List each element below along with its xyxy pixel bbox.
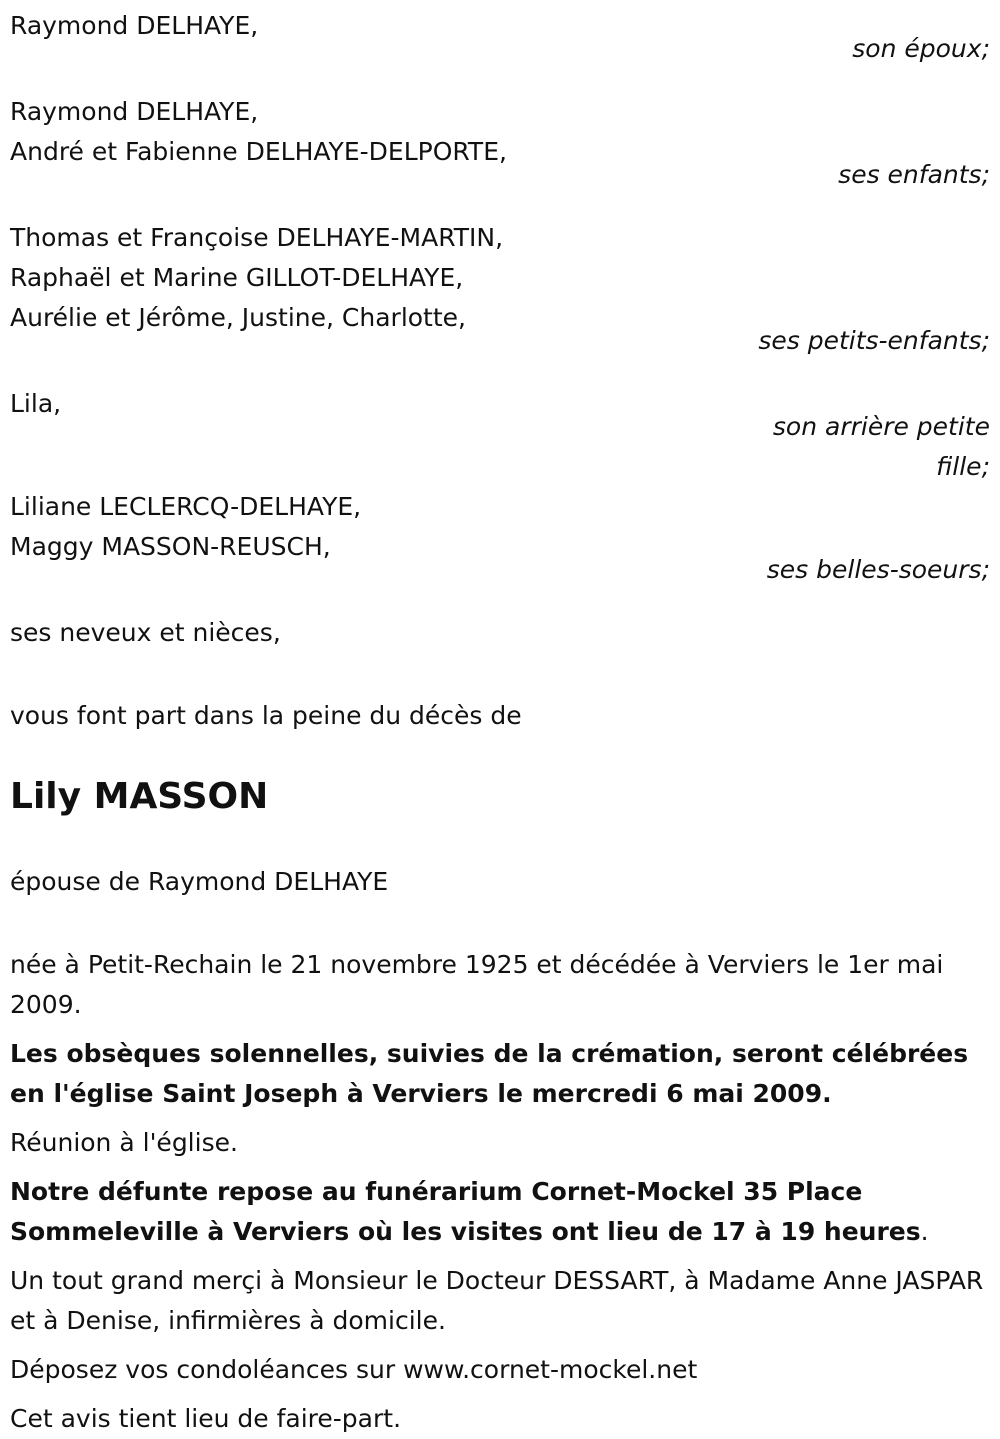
obituary-notice bbox=[10, 6, 990, 1439]
family-role: son arrière petite fille; bbox=[772, 412, 990, 481]
family-name-line: Raymond DELHAYE, bbox=[10, 11, 259, 40]
great-grandchild-group bbox=[10, 384, 990, 487]
family-name-line: Liliane LECLERCQ-DELHAYE, bbox=[10, 492, 362, 521]
birth-death-text: née à Petit-Rechain le 21 novembre 1925 et décédée à Verviers le 1er mai 2009. bbox=[10, 950, 944, 1019]
spouse-group bbox=[10, 6, 990, 69]
notice-text: Cet avis tient lieu de faire-part. bbox=[10, 1404, 402, 1433]
family-name-line: Maggy MASSON-REUSCH, bbox=[10, 532, 331, 561]
grandchildren-group bbox=[10, 218, 990, 361]
family-role: ses petits-enfants; bbox=[758, 326, 990, 355]
family-name-line: Lila, bbox=[10, 389, 62, 418]
rest-paragraph bbox=[10, 1172, 990, 1252]
family-name-line: André et Fabienne DELHAYE-DELPORTE, bbox=[10, 137, 507, 166]
family-role: son époux; bbox=[852, 34, 990, 63]
rest-end: . bbox=[920, 1217, 929, 1246]
condolences-text: Déposez vos condoléances sur www.cornet-mockel.net bbox=[10, 1355, 698, 1384]
spouse-line: épouse de Raymond DELHAYE bbox=[10, 867, 389, 896]
thanks-text: Un tout grand merçi à Monsieur le Docteur DESSART, à Madame Anne JASPAR et à Denise, infirmières à domicile. bbox=[10, 1266, 984, 1335]
funeral-text: Les obsèques solennelles, suivies de la crémation, seront célébrées en l'église Saint Joseph à Verviers le mercredi 6 mai 2009. bbox=[10, 1039, 969, 1108]
family-name-line: Raphaël et Marine GILLOT-DELHAYE, bbox=[10, 263, 464, 292]
announcement-line: vous font part dans la peine du décès de bbox=[10, 701, 522, 730]
nephews-line: ses neveux et nièces, bbox=[10, 618, 281, 647]
deceased-name: Lily MASSON bbox=[10, 776, 269, 817]
sisters-in-law-group bbox=[10, 487, 990, 590]
rest-text: Notre défunte repose au funérarium Cornet-Mockel 35 Place Sommeleville à Verviers où les visites ont lieu de 17 à 19 heures bbox=[10, 1177, 921, 1246]
family-role: ses enfants; bbox=[838, 160, 990, 189]
family-name-line: Aurélie et Jérôme, Justine, Charlotte, bbox=[10, 303, 466, 332]
meeting-text: Réunion à l'église. bbox=[10, 1128, 238, 1157]
family-name-line: Raymond DELHAYE, bbox=[10, 97, 259, 126]
family-name-line: Thomas et Françoise DELHAYE-MARTIN, bbox=[10, 223, 504, 252]
children-group bbox=[10, 92, 990, 195]
family-role: ses belles-soeurs; bbox=[766, 555, 990, 584]
